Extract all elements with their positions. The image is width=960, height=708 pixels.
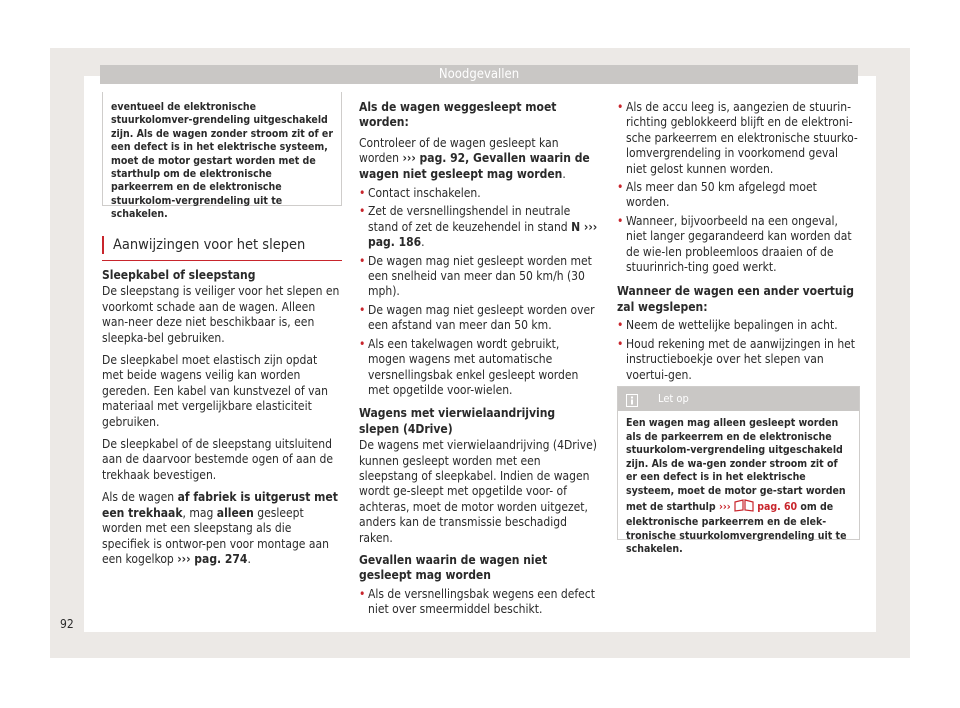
subheading-niet-gesleept: Gevallen waarin de wagen niet gesleept mag worden xyxy=(359,552,548,583)
list-item: • De wagen mag niet gesleept worden met een snelheid van meer dan 50 km/h (30 mph). xyxy=(359,253,592,299)
column-3 xyxy=(617,100,858,386)
paragraph: Als de wagen af fabriek is uitgerust met een trekhaak, mag alleen gesleept worden met een sleepstang als die specifiek is ontwor-pen voor montage aan een kogelkop ››› pag. 274. xyxy=(102,490,338,566)
section-heading xyxy=(102,236,342,261)
list-item: • Neem de wettelijke bepalingen in acht. xyxy=(617,318,838,333)
continued-note-text: eventueel de elektronische stuurkolomver-grendeling uitgeschakeld zijn. Als de wagen zonder stroom zit of er een defect is in het elektrische systeem, moet de motor gestart worden met de starthulp om de elektronische parkeerrem en de elektronische stuurkolom-vergrendeling uit te schakelen. xyxy=(111,101,333,221)
list-item: • Houd rekening met de aanwijzingen in het instructieboekje over het slepen van voertui-gen. xyxy=(617,336,856,382)
list-item: • Als de versnellingsbak wegens een defect niet over smeermiddel beschikt. xyxy=(359,586,595,617)
page-header: Noodgevallen xyxy=(100,65,858,84)
list-item: • Contact inschakelen. xyxy=(359,186,481,201)
list-item: • Als een takelwagen wordt gebruikt, mogen wagens met automatische versnellingsbak enkel gesleept worden met opgetilde voor-wielen. xyxy=(359,336,579,397)
paragraph: Controleer of de wagen gesleept kan worden ››› pag. 92, Gevallen waarin de wagen niet gesleept mag worden. xyxy=(359,135,590,181)
column-2 xyxy=(359,100,599,621)
page-reference-link[interactable]: N ››› pag. 186 xyxy=(368,219,598,250)
subheading-4drive: Wagens met vierwielaandrijving slepen (4Drive) xyxy=(359,406,556,436)
column-1 xyxy=(102,268,340,574)
note-box xyxy=(617,386,860,556)
list-item: • Wanneer, bijvoorbeeld na een ongeval, niet langer gegarandeerd kan worden dat de wie-len probleemloos draaien of de stuurinrich-ting goed werkt. xyxy=(617,213,852,275)
page-reference-link[interactable]: ››› xyxy=(718,500,734,513)
info-icon xyxy=(626,392,638,405)
paragraph: De sleepkabel of de sleepstang uitsluitend aan de daarvoor bestemde ogen of aan de trekhaak bevestigen. xyxy=(102,437,334,482)
page-reference-link[interactable]: ››› pag. 92, Gevallen waarin de wagen niet gesleept mag worden xyxy=(359,151,590,181)
paragraph: De wagens met vierwielaandrijving (4Drive) kunnen gesleept worden met een sleepstang of sleepkabel. Indien de wagen wordt ge-sleept met opgetilde voor- of achteras, moet de motor worden uitgezet, anders kan de transmissie beschadigd raken. xyxy=(359,438,597,545)
list-item: • De wagen mag niet gesleept worden over een afstand van meer dan 50 km. xyxy=(359,302,595,333)
list-item: • Als meer dan 50 km afgelegd moet worden. xyxy=(617,180,817,210)
page-number: 92 xyxy=(60,617,74,631)
note-header xyxy=(618,387,859,411)
subheading-ander-voertuig: Wanneer de wagen een ander voertuig zal wegslepen: xyxy=(617,284,855,314)
book-icon xyxy=(734,499,754,517)
continued-note-box xyxy=(102,92,342,221)
paragraph: De sleepstang is veiliger voor het slepen en voorkomt schade aan de wagen. Alleen wan-neer deze niet beschikbaar is, een sleepka-bel gebruiken. xyxy=(102,284,340,345)
list-item: • Zet de versnellingshendel in neutrale stand of zet de keuzehendel in stand N ››› pag. 186. xyxy=(359,204,598,250)
section-marker xyxy=(102,236,104,254)
section-title: Aanwijzingen voor het slepen xyxy=(113,237,306,253)
subheading-sleepkabel: Sleepkabel of sleepstang xyxy=(102,268,256,282)
page-reference-link[interactable]: ››› pag. 274 xyxy=(177,551,248,566)
note-label: Let op xyxy=(658,392,689,405)
paragraph: De sleepkabel moet elastisch zijn opdat met beide wagens veilig kan worden gereden. Een kabel van kunstvezel of van materiaal met vergelijkbare elasticiteit gebruiken. xyxy=(102,353,328,429)
note-text: Een wagen mag alleen gesleept worden als de parkeerrem en de elektronische stuurkolom-vergrendeling uitgeschakeld zijn. Als de wa-gen zonder stroom zit of er een defect is in het elektrische systeem, moet de motor ge-start worden met de starthulp ››› pag. 60 om de elektronische parkeerrem en de elek-tronische stuurkolomvergrendeling uit te schakelen. xyxy=(626,417,847,556)
list-item: • Als de accu leeg is, aangezien de stuurin-richting geblokkeerd blijft en de elektroni-sche parkeerrem en elektronische stuurko-lomvergrendeling in voorkomend geval niet gelost kunnen worden. xyxy=(617,100,858,176)
subheading-weggesleept: Als de wagen weggesleept moet worden: xyxy=(359,100,557,130)
